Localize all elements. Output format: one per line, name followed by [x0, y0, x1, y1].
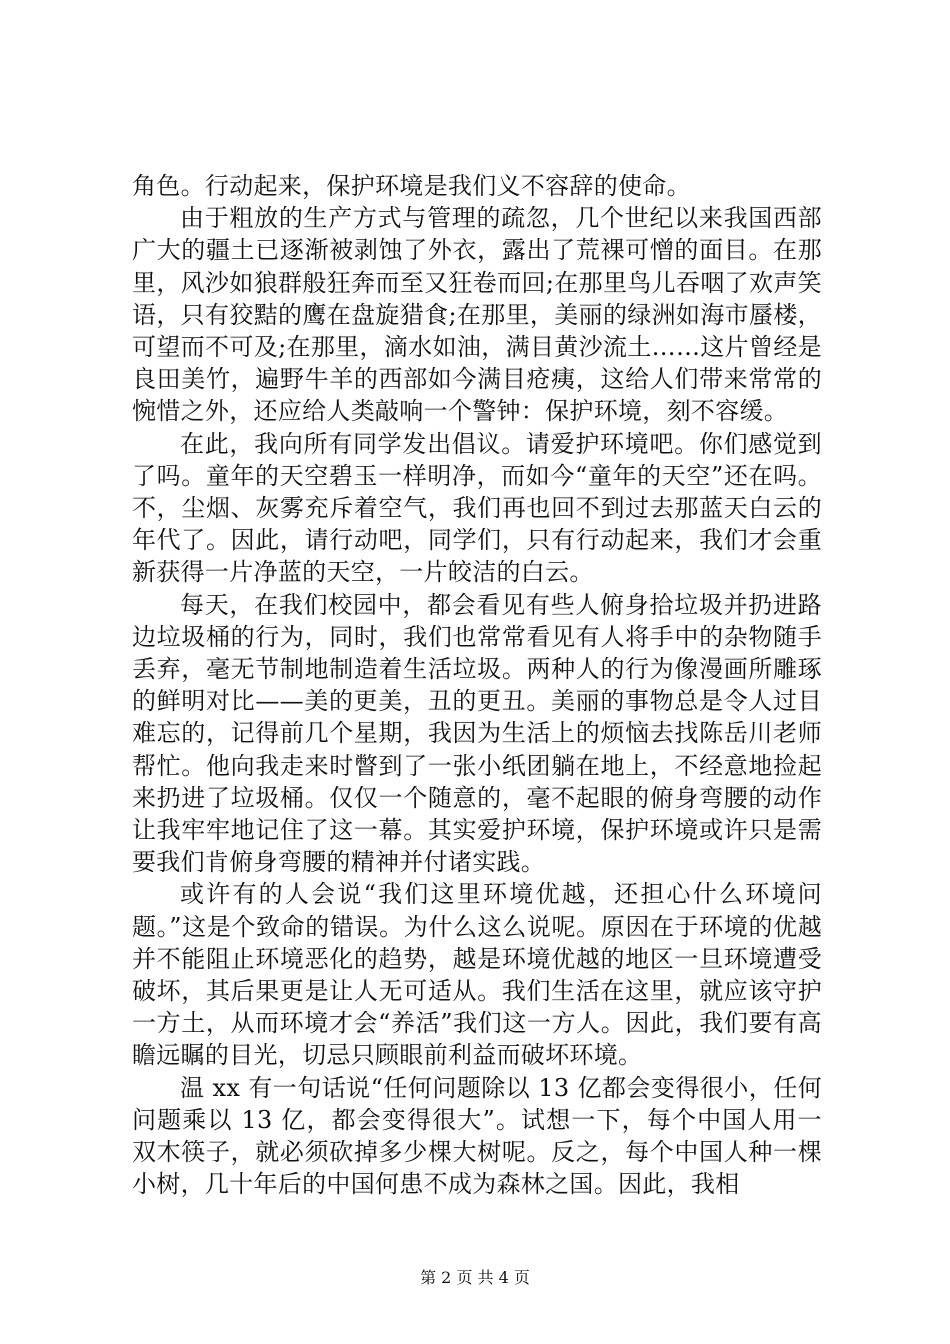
paragraph-campus-litter: 每天，在我们校园中，都会看见有些人俯身拾垃圾并扔进路边垃圾桶的行为，同时，我们也常常看见有人将手中的杂物随手丢弃，毫无节制地制造着生活垃圾。两种人的行为像漫画所雕琢的鲜明对比——美的更美，丑的更丑。美丽的事物总是令人过目难忘的，记得前几个星期，我因为生活上的烦恼去找陈岳川老师帮忙。他向我走来时瞥到了一张小纸团躺在地上，不经意地捡起来扔进了垃圾桶。仅仅一个随意的，毫不起眼的俯身弯腰的动作让我牢牢地记住了这一幕。其实爱护环境，保护环境或许只是需要我们肯俯身弯腰的精神并付诸实践。 [132, 590, 822, 877]
document-body [132, 170, 822, 1201]
paragraph-appeal-to-classmates: 在此，我向所有同学发出倡议。请爱护环境吧。你们感觉到了吗。童年的天空碧玉一样明净，而如今“童年的天空”还在吗。不，尘烟、灰雾充斥着空气，我们再也回不到过去那蓝天白云的年代了。因此，请行动吧，同学们，只有行动起来，我们才会重新获得一片净蓝的天空，一片皎洁的白云。 [132, 429, 822, 587]
paragraph-population-quote: 温 xx 有一句话说“任何问题除以 13 亿都会变得很小，任何问题乘以 13 亿，都会变得很大”。试想一下，每个中国人用一双木筷子，就必须砍掉多少棵大树呢。反之，每个中国人种一棵小树，几十年后的中国何患不成为森林之国。因此，我相 [132, 1073, 822, 1199]
paragraph-environment-advantage: 或许有的人会说“我们这里环境优越，还担心什么环境问题。”这是个致命的错误。为什么这么说呢。原因在于环境的优越并不能阻止环境恶化的趋势，越是环境优越的地区一旦环境遭受破坏，其后果更是让人无可适从。我们生活在这里，就应该守护一方土，从而环境才会“养活”我们这一方人。因此，我们要有高瞻远瞩的目光，切忌只顾眼前利益而破坏环境。 [132, 880, 822, 1070]
paragraph-western-desertification: 由于粗放的生产方式与管理的疏忽，几个世纪以来我国西部广大的疆土已逐渐被剥蚀了外衣，露出了荒裸可憎的面目。在那里，风沙如狼群般狂奔而至又狂卷而回;在那里鸟儿吞咽了欢声笑语，只有狡黠的鹰在盘旋猎食;在那里，美丽的绿洲如海市蜃楼，可望而不可及;在那里，滴水如油，满目黄沙流土……这片曾经是良田美竹，遍野牛羊的西部如今满目疮痍，这给人们带来常常的惋惜之外，还应给人类敲响一个警钟：保护环境，刻不容缓。 [132, 204, 822, 426]
page-number-footer: 第 2 页 共 4 页 [420, 1268, 530, 1287]
paragraph-continuation: 角色。行动起来，保护环境是我们义不容辞的使命。 [132, 172, 691, 200]
